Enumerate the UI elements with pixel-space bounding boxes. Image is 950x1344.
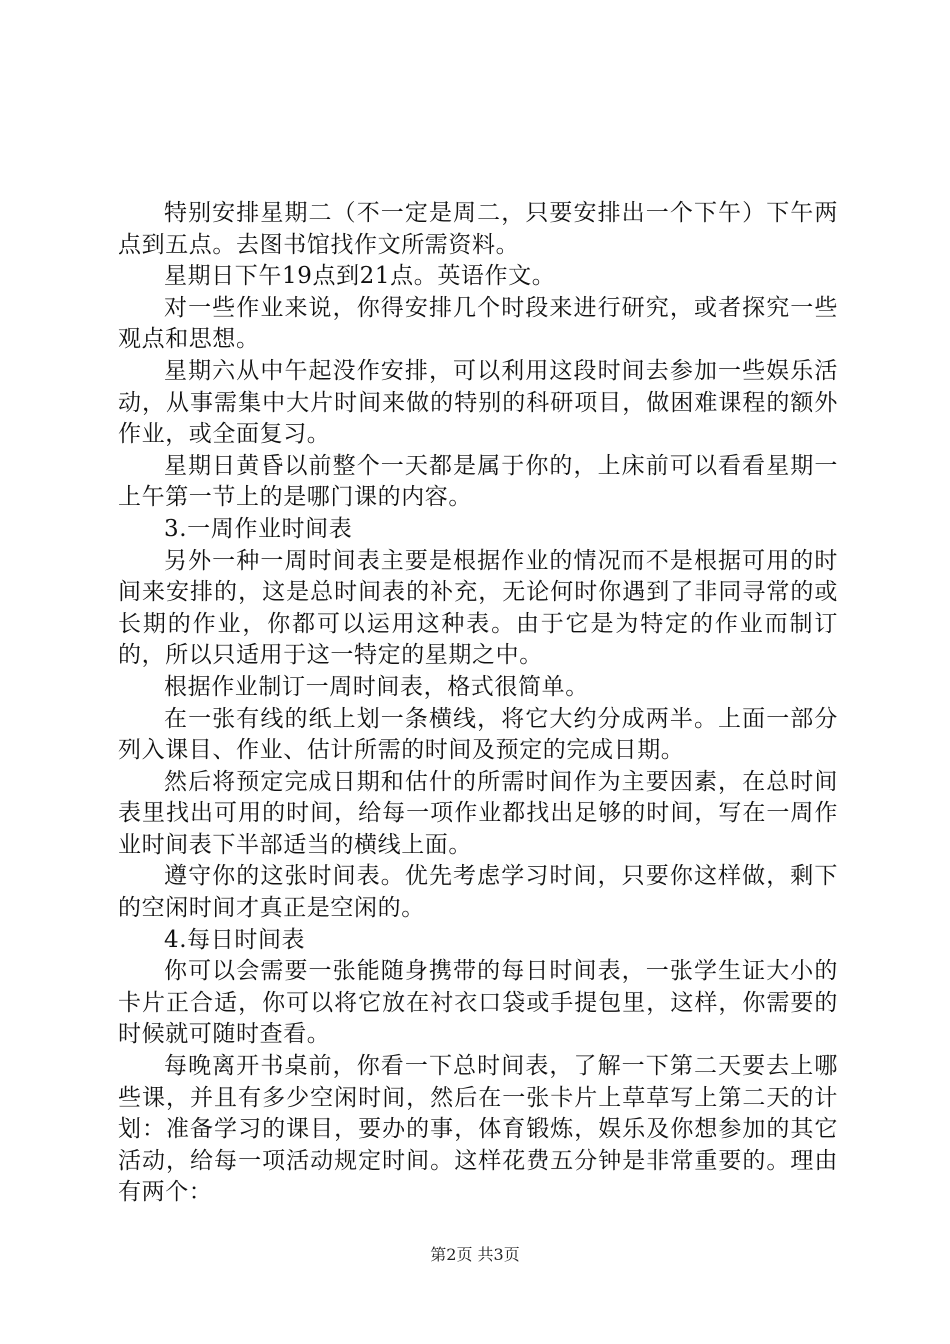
body-text [118, 198, 838, 1209]
section-heading: 3.一周作业时间表 [164, 515, 353, 542]
paragraph: 另外一种一周时间表主要是根据作业的情况而不是根据可用的时间来安排的，这是总时间表的补充，无论何时你遇到了非同寻常的或长期的作业，你都可以运用这种表。由于它是为特定的作业而制订的，所以只适用于这一特定的星期之中。 [118, 547, 838, 669]
paragraph: 每晚离开书桌前，你看一下总时间表，了解一下第二天要去上哪些课，并且有多少空闲时间，然后在一张卡片上草草写上第二天的计划：准备学习的课目，要办的事，体育锻炼，娱乐及你想参加的其它活动，给每一项活动规定时间。这样花费五分钟是非常重要的。理由有两个： [118, 1053, 838, 1206]
paragraph: 星期日黄昏以前整个一天都是属于你的，上床前可以看看星期一上午第一节上的是哪门课的内容。 [118, 452, 838, 511]
paragraph: 对一些作业来说，你得安排几个时段来进行研究，或者探究一些观点和思想。 [118, 294, 838, 353]
paragraph: 根据作业制订一周时间表，格式很简单。 [164, 673, 589, 700]
page-footer: 第2页 共3页 [430, 1245, 520, 1264]
paragraph: 星期六从中午起没作安排，可以利用这段时间去参加一些娱乐活动，从事需集中大片时间来做的特别的科研项目，做困难课程的额外作业，或全面复习。 [118, 357, 838, 448]
paragraph: 在一张有线的纸上划一条横线，将它大约分成两半。上面一部分列入课目、作业、估计所需的时间及预定的完成日期。 [118, 705, 838, 764]
paragraph: 星期日下午19点到21点。英语作文。 [164, 263, 556, 290]
paragraph: 遵守你的这张时间表。优先考虑学习时间，只要你这样做，剩下的空闲时间才真正是空闲的。 [118, 863, 838, 922]
paragraph: 然后将预定完成日期和估什的所需时间作为主要因素，在总时间表里找出可用的时间，给每一项作业都找出足够的时间，写在一周作业时间表下半部适当的横线上面。 [118, 768, 838, 858]
section-heading: 4.每日时间表 [164, 926, 306, 953]
paragraph: 特别安排星期二（不一定是周二，只要安排出一个下午）下午两点到五点。去图书馆找作文所需资料。 [118, 200, 838, 258]
paragraph: 你可以会需要一张能随身携带的每日时间表，一张学生证大小的卡片正合适，你可以将它放在衬衣口袋或手提包里，这样，你需要的时候就可随时查看。 [118, 958, 838, 1048]
